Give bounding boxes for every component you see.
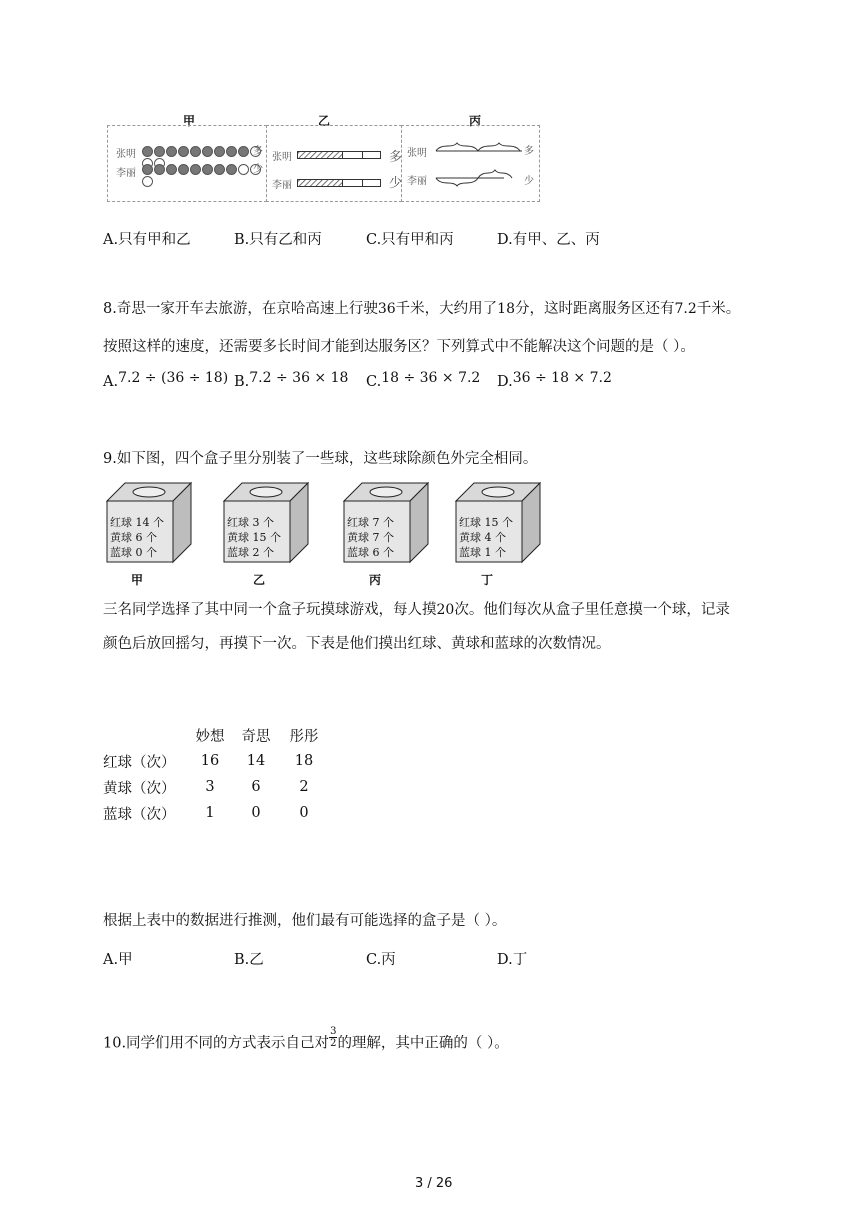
box-jia-line-1: 红球 14 个 xyxy=(110,516,164,529)
box-label-jia: 甲 xyxy=(131,573,144,587)
q7-option-b: B.只有乙和丙 xyxy=(234,232,322,248)
box-ding-line-2: 黄球 4 个 xyxy=(459,531,506,544)
q8-option-d: D.36 ÷ 18 × 7.2 xyxy=(497,370,612,390)
fraction: $\frac{3}{2}$ xyxy=(330,1026,337,1049)
box-yi-line-3: 蓝球 2 个 xyxy=(227,546,274,559)
table-row xyxy=(103,800,328,826)
table-row xyxy=(103,748,328,774)
q9-para-2: 颜色后放回摇匀，再摸下一次。下表是他们摸出红球、黄球和蓝球的次数情况。 xyxy=(103,636,611,652)
box-jia-line-2: 黄球 6 个 xyxy=(110,531,157,544)
table-cell: 0 xyxy=(251,805,261,821)
q9-option-d: D.丁 xyxy=(497,952,528,968)
table-cell: 红球（次） xyxy=(103,754,176,771)
table-row xyxy=(103,774,328,800)
table-cell: 14 xyxy=(246,753,266,769)
figure-label-bing: 丙 xyxy=(469,114,482,128)
q9-para-1: 三名同学选择了其中同一个盒子玩摸球游戏，每人摸20次。他们每次从盒子里任意摸一个球，记录 xyxy=(103,602,730,618)
panel-bing xyxy=(401,125,540,202)
table-header-cell: 妙想 xyxy=(195,728,225,745)
table-header-row xyxy=(103,722,328,748)
table-cell: 3 xyxy=(205,779,215,795)
box-bing-line-3: 蓝球 6 个 xyxy=(347,546,394,559)
box-ding-line-1: 红球 15 个 xyxy=(459,516,513,529)
box-ding-line-3: 蓝球 1 个 xyxy=(459,546,506,559)
table-cell: 18 xyxy=(294,753,314,769)
page-number: 3 / 26 xyxy=(415,1176,453,1191)
circles-row-2 xyxy=(142,164,266,187)
name-zhangming: 张明 xyxy=(272,152,292,163)
table-cell: 0 xyxy=(299,805,309,821)
box-bing-line-2: 黄球 7 个 xyxy=(347,531,394,544)
box-yi xyxy=(223,478,309,568)
q7-option-c: C.只有甲和丙 xyxy=(366,232,454,248)
table-cell: 6 xyxy=(251,779,261,795)
q8-option-a: A.7.2 ÷ (36 ÷ 18) xyxy=(103,370,229,390)
name-lili: 李丽 xyxy=(407,176,427,187)
label-more-bing: 多 xyxy=(524,146,534,157)
box-label-yi: 乙 xyxy=(253,573,266,587)
table-cell: 1 xyxy=(205,805,215,821)
label-less-jia: 少 xyxy=(253,164,263,175)
q9-option-a: A.甲 xyxy=(103,952,133,968)
q9-question: 根据上表中的数据进行推测，他们最有可能选择的盒子是（ ）。 xyxy=(103,913,507,929)
q8-option-b: B.7.2 ÷ 36 × 18 xyxy=(234,370,349,390)
name-zhangming: 张明 xyxy=(407,148,427,159)
table-header-cell: 彤彤 xyxy=(289,728,319,745)
q9-intro: 9.如下图，四个盒子里分别装了一些球，这些球除颜色外完全相同。 xyxy=(103,451,538,467)
box-label-bing: 丙 xyxy=(369,573,382,587)
table-cell: 16 xyxy=(200,753,220,769)
q8-line-1: 8.奇思一家开车去旅游，在京哈高速上行驶36千米，大约用了18分，这时距离服务区还有7.2千米。 xyxy=(103,301,741,317)
q7-option-a: A.只有甲和乙 xyxy=(103,232,191,248)
name-lili: 李丽 xyxy=(116,168,136,179)
name-lili: 李丽 xyxy=(272,180,292,191)
table-cell: 蓝球（次） xyxy=(103,806,176,823)
q10-text: 10.同学们用不同的方式表示自己对 $\frac{3}{2}$ 的理解，其中正确的（ ）。 xyxy=(103,1026,509,1052)
label-more-jia: 多 xyxy=(253,146,263,157)
figure-label-jia: 甲 xyxy=(183,114,196,128)
label-less-bing: 少 xyxy=(524,176,534,187)
box-bing-line-1: 红球 7 个 xyxy=(347,516,394,529)
table-cell: 黄球（次） xyxy=(103,780,176,797)
box-label-ding: 丁 xyxy=(481,573,494,587)
q7-option-d: D.有甲、乙、丙 xyxy=(497,232,600,248)
panel-yi xyxy=(266,125,402,202)
results-table xyxy=(103,722,328,826)
box-yi-line-2: 黄球 15 个 xyxy=(227,531,281,544)
q9-option-b: B.乙 xyxy=(234,952,264,968)
box-ding xyxy=(455,478,541,568)
label-more-yi: 多 xyxy=(389,150,403,165)
q9-option-c: C.丙 xyxy=(366,952,396,968)
q8-option-c: C.18 ÷ 36 × 7.2 xyxy=(366,370,481,390)
box-jia-line-3: 蓝球 0 个 xyxy=(110,546,157,559)
table-header-cell xyxy=(103,722,188,748)
box-bing xyxy=(343,478,429,568)
bar-segments xyxy=(297,148,387,193)
box-yi-line-1: 红球 3 个 xyxy=(227,516,274,529)
box-jia xyxy=(106,478,192,568)
q8-line-2: 按照这样的速度，还需要多长时间才能到达服务区？下列算式中不能解决这个问题的是（ ）。 xyxy=(103,339,695,355)
figure-label-yi: 乙 xyxy=(318,114,331,128)
table-header-cell: 奇思 xyxy=(241,728,271,745)
label-less-yi: 少 xyxy=(389,176,403,191)
brace-diagram xyxy=(434,142,529,192)
name-zhangming: 张明 xyxy=(116,149,136,160)
panel-jia xyxy=(107,125,267,202)
table-cell: 2 xyxy=(299,779,309,795)
